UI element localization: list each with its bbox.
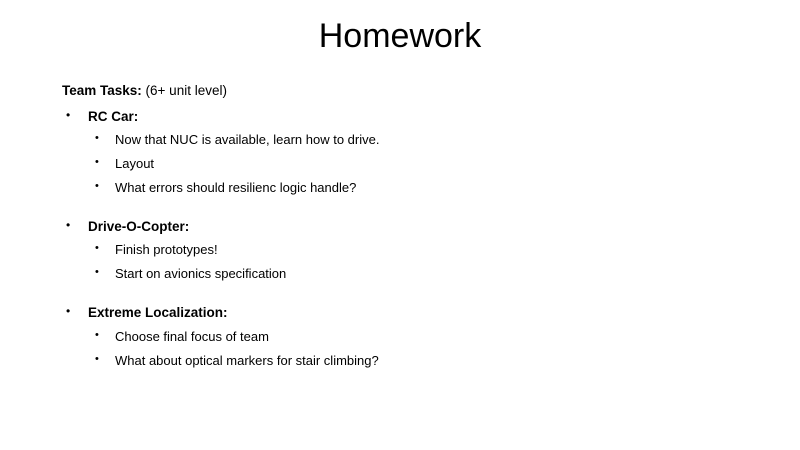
list-item-label: Choose final focus of team <box>115 328 269 344</box>
bullet-icon: • <box>66 304 71 319</box>
task-group-heading <box>62 302 770 324</box>
bullet-icon: • <box>95 266 99 279</box>
bullet-icon: • <box>66 218 71 232</box>
bullet-icon: • <box>95 242 99 255</box>
team-tasks-line <box>62 80 770 102</box>
list-item <box>62 128 770 152</box>
task-group-heading-label: Drive-O-Copter: <box>88 219 190 234</box>
bullet-icon: • <box>95 179 99 192</box>
list-item-label: Now that NUC is available, learn how to drive. <box>115 131 380 147</box>
task-group-heading <box>62 216 770 238</box>
page-title: Homework <box>318 17 482 55</box>
task-group-heading <box>62 106 770 128</box>
team-tasks-note: (6+ unit level) <box>141 83 227 98</box>
list-item <box>62 176 770 200</box>
task-group-heading-label: Extreme Localization: <box>88 305 228 321</box>
task-group <box>62 106 770 200</box>
bullet-icon: • <box>95 328 99 341</box>
task-group <box>62 302 770 372</box>
list-item-label: Layout <box>115 155 155 171</box>
list-item <box>62 349 770 373</box>
list-item <box>62 152 770 176</box>
list-item-label: Finish prototypes! <box>115 242 218 258</box>
list-item-label: What errors should resilienc logic handle? <box>115 179 357 195</box>
task-group-heading-label: RC Car: <box>88 108 139 124</box>
task-group <box>62 216 770 286</box>
slide-body <box>62 80 770 373</box>
bullet-icon: • <box>95 352 99 365</box>
team-tasks-label: Team Tasks: <box>62 83 142 98</box>
list-item-label: What about optical markers for stair climbing? <box>115 352 379 368</box>
list-item <box>62 325 770 349</box>
bullet-icon: • <box>66 107 71 122</box>
bullet-icon: • <box>95 131 99 144</box>
list-item-label: Start on avionics specification <box>115 266 287 282</box>
list-item <box>62 262 770 286</box>
bullet-icon: • <box>95 155 99 168</box>
list-item <box>62 238 770 262</box>
